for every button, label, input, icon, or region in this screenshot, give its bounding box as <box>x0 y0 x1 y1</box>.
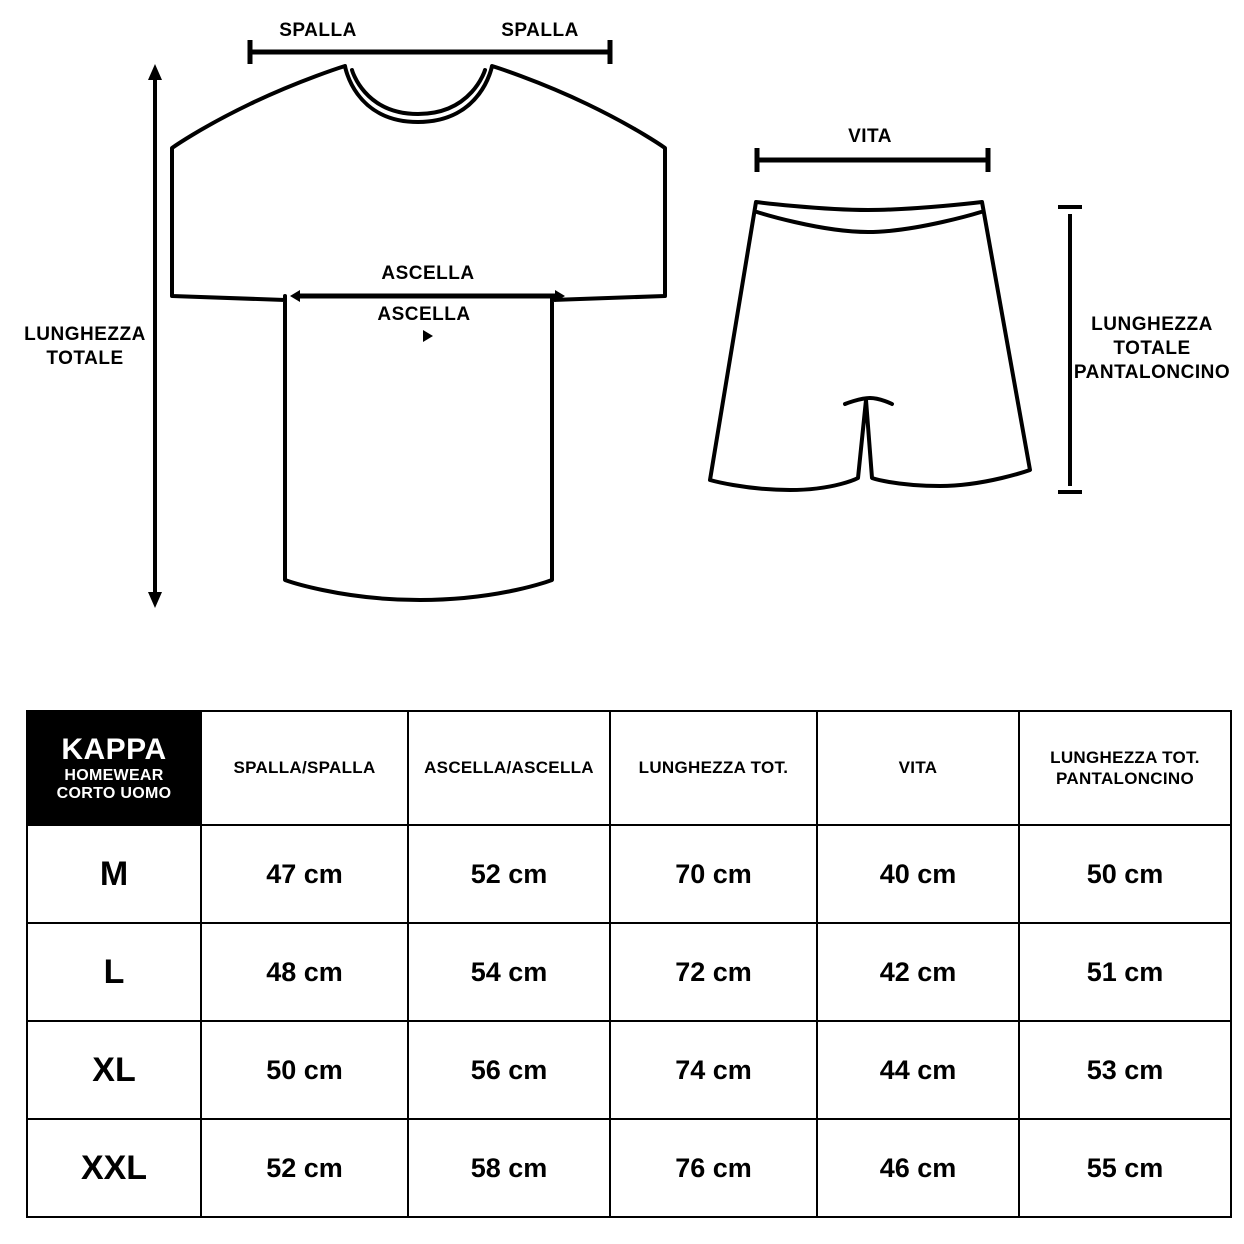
size-label: XL <box>27 1021 201 1119</box>
cell-lunghezza: 70 cm <box>610 825 817 923</box>
label-ascella-bottom: ASCELLA <box>377 304 471 325</box>
column-header-lunghezza: LUNGHEZZA TOT. <box>610 711 817 825</box>
brand-sub-line2: CORTO UOMO <box>56 784 172 802</box>
label-lunghezza-pantaloncino-line2: TOTALE <box>1113 338 1191 359</box>
label-ascella-top: ASCELLA <box>381 263 475 284</box>
shoulder-dimension-line <box>250 40 610 64</box>
table-row <box>27 1119 1231 1217</box>
label-spalla-left: SPALLA <box>279 20 357 41</box>
cell-lunghezza-pantaloncino: 53 cm <box>1019 1021 1231 1119</box>
cell-spalla: 48 cm <box>201 923 408 1021</box>
cell-lunghezza-pantaloncino: 50 cm <box>1019 825 1231 923</box>
cell-vita: 40 cm <box>817 825 1019 923</box>
brand-name: KAPPA <box>61 733 167 767</box>
table-row <box>27 1021 1231 1119</box>
size-label: M <box>27 825 201 923</box>
cell-lunghezza: 76 cm <box>610 1119 817 1217</box>
label-vita: VITA <box>848 126 892 147</box>
cell-lunghezza-pantaloncino: 55 cm <box>1019 1119 1231 1217</box>
label-lunghezza-pantaloncino-line3: PANTALONCINO <box>1073 362 1231 383</box>
cell-vita: 44 cm <box>817 1021 1019 1119</box>
cell-ascella: 52 cm <box>408 825 610 923</box>
shorts-illustration <box>710 202 1030 490</box>
cell-spalla: 52 cm <box>201 1119 408 1217</box>
tshirt-illustration <box>172 66 665 600</box>
table-row <box>27 825 1231 923</box>
cell-vita: 42 cm <box>817 923 1019 1021</box>
column-header-lunghezza-pantaloncino: LUNGHEZZA TOT. PANTALONCINO <box>1019 711 1231 825</box>
label-lunghezza-pantaloncino-line1: LUNGHEZZA <box>1091 314 1213 335</box>
column-header-vita: VITA <box>817 711 1019 825</box>
brand-corner-cell <box>27 711 201 825</box>
cell-ascella: 58 cm <box>408 1119 610 1217</box>
table-header-row <box>27 711 1231 825</box>
cell-spalla: 47 cm <box>201 825 408 923</box>
size-label: L <box>27 923 201 1021</box>
label-lunghezza-totale-line1: LUNGHEZZA <box>24 324 146 345</box>
table-row <box>27 923 1231 1021</box>
cell-ascella: 54 cm <box>408 923 610 1021</box>
cell-lunghezza-pantaloncino: 51 cm <box>1019 923 1231 1021</box>
cell-ascella: 56 cm <box>408 1021 610 1119</box>
label-lunghezza-totale-line2: TOTALE <box>46 348 124 369</box>
cell-lunghezza: 74 cm <box>610 1021 817 1119</box>
column-header-ascella: ASCELLA/ASCELLA <box>408 711 610 825</box>
size-chart-table <box>26 710 1232 1218</box>
cell-spalla: 50 cm <box>201 1021 408 1119</box>
size-label: XXL <box>27 1119 201 1217</box>
waist-dimension-line <box>757 148 988 172</box>
label-spalla-right: SPALLA <box>501 20 579 41</box>
brand-sub-line1: HOMEWEAR <box>64 766 164 784</box>
cell-lunghezza: 72 cm <box>610 923 817 1021</box>
shorts-length-dimension-line <box>1058 207 1082 492</box>
cell-vita: 46 cm <box>817 1119 1019 1217</box>
column-header-spalla: SPALLA/SPALLA <box>201 711 408 825</box>
